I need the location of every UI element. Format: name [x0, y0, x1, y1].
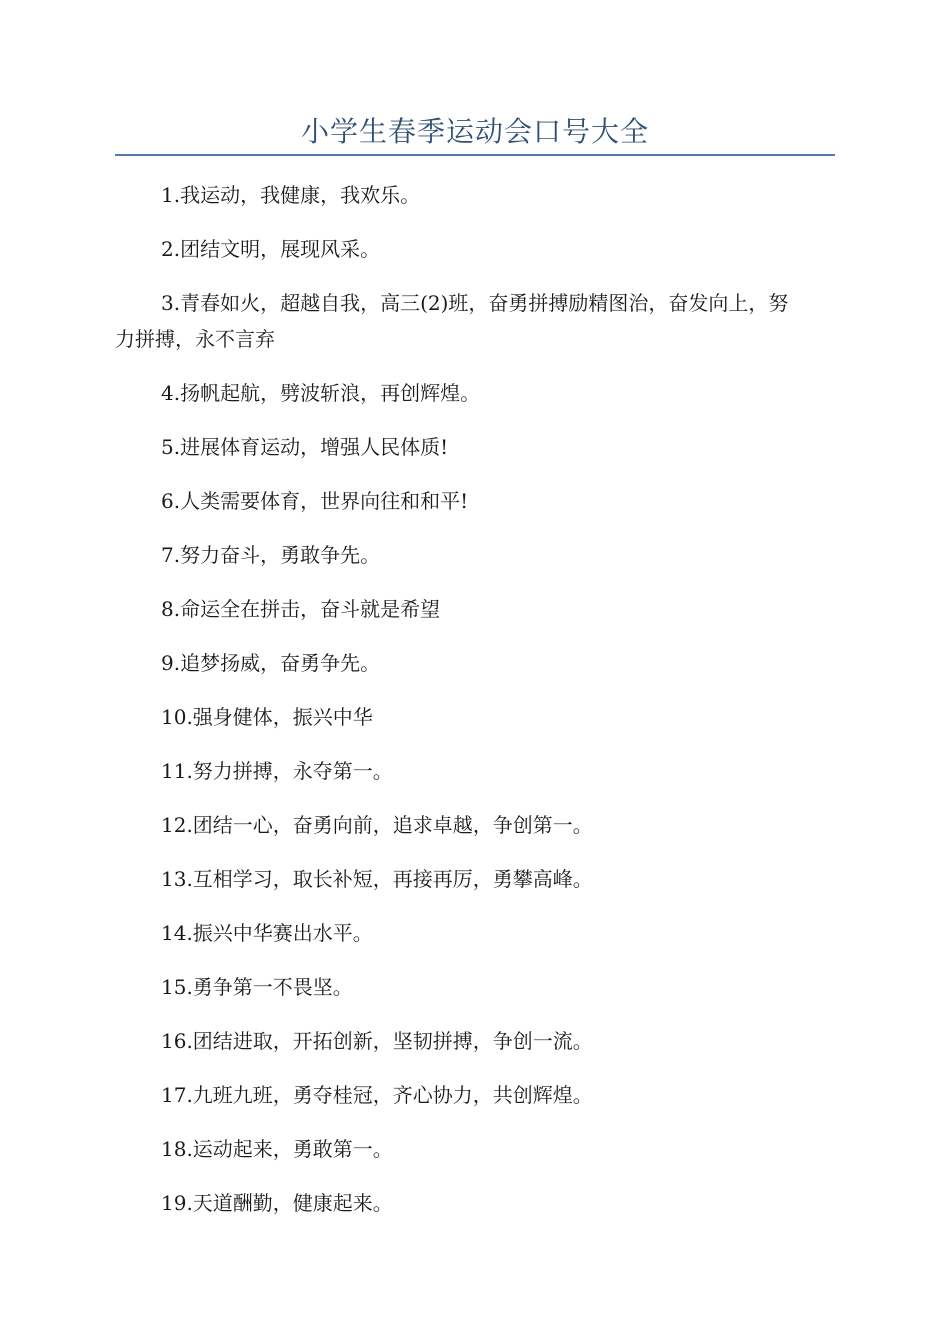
slogan-item: 17.九班九班，勇夺桂冠，齐心协力，共创辉煌。: [161, 1083, 593, 1107]
slogan-item: 2.团结文明，展现风采。: [161, 237, 381, 261]
document-title: 小学生春季运动会口号大全: [300, 115, 649, 148]
slogan-item: 3.青春如火，超越自我，高三(2)班，奋勇拼搏励精图治，奋发向上，努力拼搏，永不言弃: [115, 291, 789, 351]
slogan-item: 11.努力拼搏，永夺第一。: [161, 759, 393, 783]
slogan-item: 15.勇争第一不畏坚。: [161, 975, 353, 999]
slogan-item: 6.人类需要体育，世界向往和和平!: [161, 489, 469, 513]
slogan-item: 7.努力奋斗，勇敢争先。: [161, 543, 381, 567]
slogan-item: 5.进展体育运动，增强人民体质!: [161, 435, 449, 459]
slogan-item: 1.我运动，我健康，我欢乐。: [161, 183, 421, 207]
slogan-list: [115, 177, 805, 1239]
slogan-item: 9.追梦扬威，奋勇争先。: [161, 651, 381, 675]
slogan-item: 4.扬帆起航，劈波斩浪，再创辉煌。: [161, 381, 481, 405]
slogan-item: 13.互相学习，取长补短，再接再厉，勇攀高峰。: [161, 867, 593, 891]
slogan-item: 19.天道酬勤，健康起来。: [161, 1191, 393, 1215]
slogan-item: 10.强身健体，振兴中华: [161, 705, 373, 729]
slogan-item: 18.运动起来，勇敢第一。: [161, 1137, 393, 1161]
slogan-item: 8.命运全在拼击，奋斗就是希望: [161, 597, 441, 621]
title-underline: [115, 154, 835, 156]
slogan-item: 12.团结一心，奋勇向前，追求卓越，争创第一。: [161, 813, 593, 837]
slogan-item: 14.振兴中华赛出水平。: [161, 921, 373, 945]
slogan-item: 16.团结进取，开拓创新，坚韧拼搏，争创一流。: [161, 1029, 593, 1053]
